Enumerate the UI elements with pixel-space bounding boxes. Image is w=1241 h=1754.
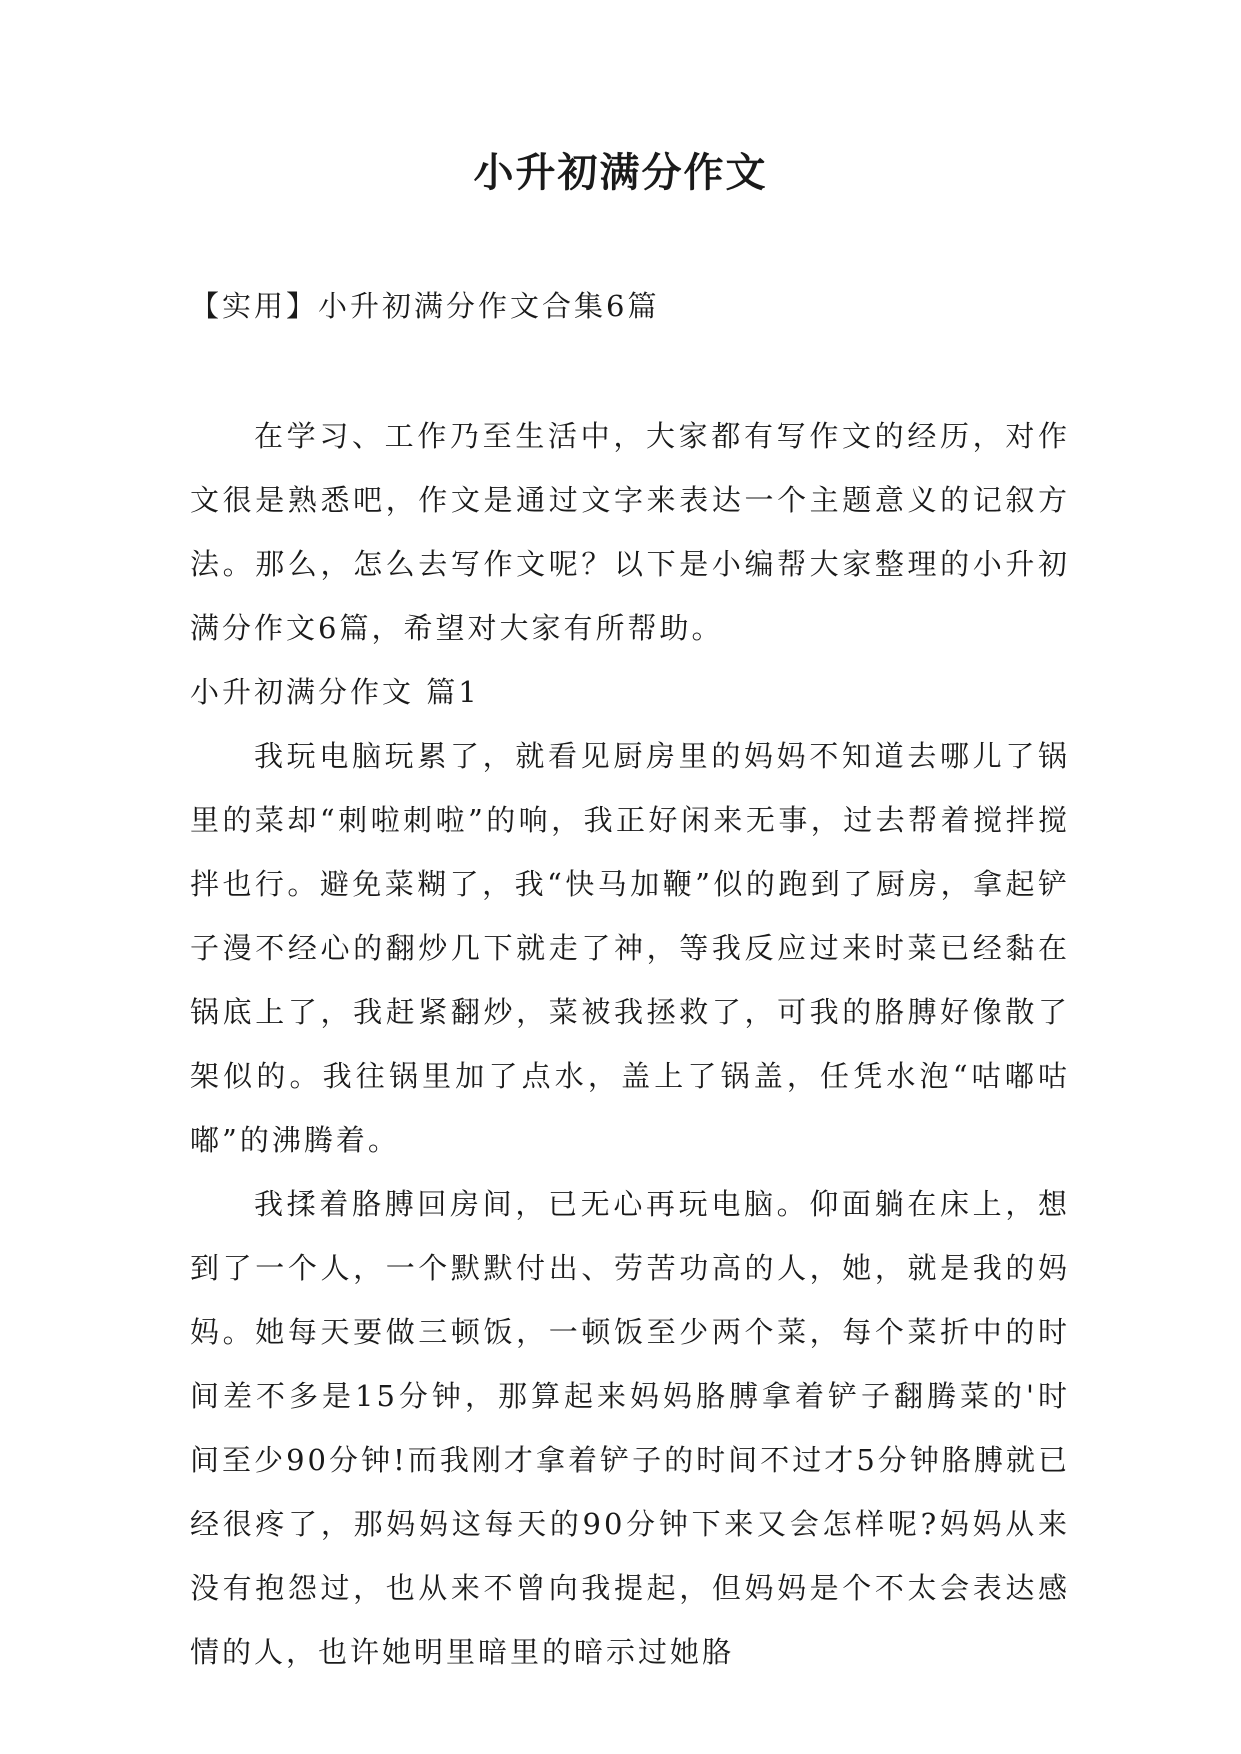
document-subtitle: 【实用】小升初满分作文合集6篇 xyxy=(190,289,660,323)
intro-paragraph: 在学习、工作乃至生活中，大家都有写作文的经历，对作文很是熟悉吧，作文是通过文字来表达一个主题意义的记叙方法。那么，怎么去写作文呢？以下是小编帮大家整理的小升初满分作文6篇，希望对大家有所帮助。 xyxy=(190,419,1070,645)
document-body xyxy=(190,404,1070,1684)
body-paragraph-2: 我揉着胳膊回房间，已无心再玩电脑。仰面躺在床上，想到了一个人，一个默默付出、劳苦功高的人，她，就是我的妈妈。她每天要做三顿饭，一顿饭至少两个菜，每个菜折中的时间差不多是15分钟，那算起来妈妈胳膊拿着铲子翻腾菜的'时间至少90分钟!而我刚才拿着铲子的时间不过才5分钟胳膊就已经很疼了，那妈妈这每天的90分钟下来又会怎样呢?妈妈从来没有抱怨过，也从来不曾向我提起，但妈妈是个不太会表达感情的人，也许她明里暗里的暗示过她胳 xyxy=(190,1187,1070,1669)
section-heading: 小升初满分作文 篇1 xyxy=(190,675,480,709)
body-paragraph-1: 我玩电脑玩累了，就看见厨房里的妈妈不知道去哪儿了锅里的菜却“刺啦刺啦”的响，我正好闲来无事，过去帮着搅拌搅拌也行。避免菜糊了，我“快马加鞭”似的跑到了厨房，拿起铲子漫不经心的翻炒几下就走了神，等我反应过来时菜已经黏在锅底上了，我赶紧翻炒，菜被我拯救了，可我的胳膊好像散了架似的。我往锅里加了点水，盖上了锅盖，任凭水泡“咕嘟咕嘟”的沸腾着。 xyxy=(190,739,1070,1157)
document-title: 小升初满分作文 xyxy=(473,150,768,196)
